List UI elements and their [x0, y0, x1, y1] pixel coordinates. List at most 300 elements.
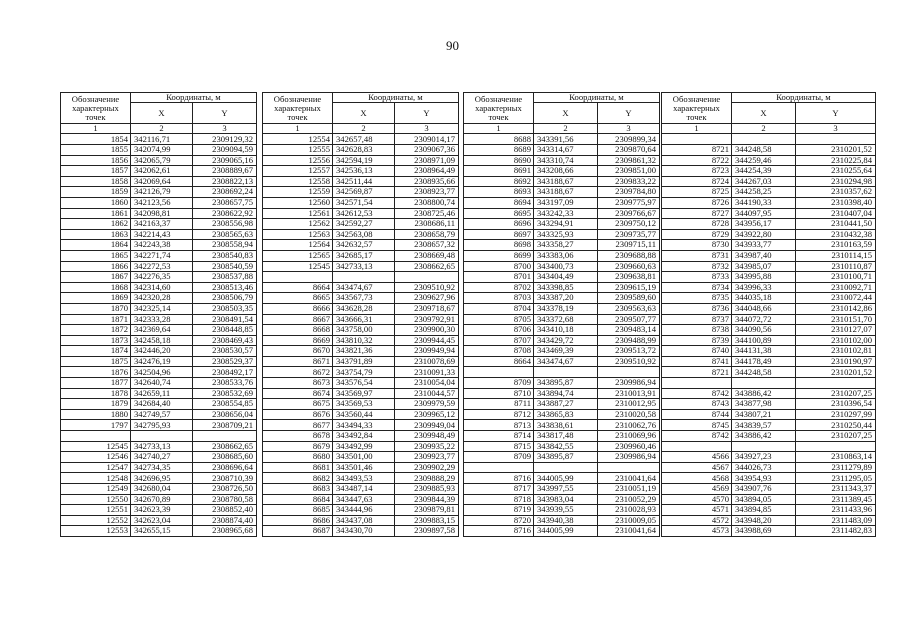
x-coordinate: 343576,54	[333, 378, 395, 389]
table-row	[662, 325, 876, 336]
x-coordinate: 342069,64	[131, 176, 193, 187]
table-row	[263, 441, 459, 452]
x-coordinate: 343188,67	[534, 187, 598, 198]
point-id: 1859	[61, 187, 131, 198]
point-id: 8714	[464, 431, 534, 442]
y-coordinate: 2308558,94	[193, 240, 257, 251]
y-coordinate	[796, 378, 876, 389]
table-row	[263, 346, 459, 357]
x-coordinate: 344254,39	[732, 166, 796, 177]
table-row	[662, 166, 876, 177]
point-id: 8708	[464, 346, 534, 357]
point-id: 8693	[464, 187, 534, 198]
y-coordinate: 2310207,25	[796, 431, 876, 442]
point-id: 8723	[662, 166, 732, 177]
x-coordinate: 342325,14	[131, 303, 193, 314]
y-coordinate: 2310190,97	[796, 356, 876, 367]
point-id: 8696	[464, 219, 534, 230]
table-row	[662, 293, 876, 304]
x-coordinate: 342632,57	[333, 240, 395, 251]
point-id	[662, 378, 732, 389]
x-coordinate: 342592,27	[333, 219, 395, 230]
point-id: 8665	[263, 293, 333, 304]
y-coordinate: 2310441,50	[796, 219, 876, 230]
y-coordinate: 2311483,09	[796, 515, 876, 526]
y-coordinate: 2310294,98	[796, 176, 876, 187]
x-coordinate: 344035,18	[732, 293, 796, 304]
x-coordinate: 343987,40	[732, 250, 796, 261]
table-row	[263, 399, 459, 410]
point-id	[464, 367, 534, 378]
x-coordinate: 343493,53	[333, 473, 395, 484]
x-coordinate: 343821,36	[333, 346, 395, 357]
x-coordinate: 343933,77	[732, 240, 796, 251]
point-id: 8664	[464, 356, 534, 367]
point-id: 8736	[662, 303, 732, 314]
table-row	[263, 250, 459, 261]
point-id: 8674	[263, 388, 333, 399]
x-coordinate: 343877,98	[732, 399, 796, 410]
point-id: 12559	[263, 187, 333, 198]
point-id: 12557	[263, 166, 333, 177]
y-coordinate: 2308530,57	[193, 346, 257, 357]
table-row	[61, 325, 257, 336]
y-coordinate: 2310297,99	[796, 409, 876, 420]
y-coordinate: 2309979,59	[395, 399, 459, 410]
column-number: 3	[193, 124, 257, 134]
x-coordinate: 343894,85	[732, 505, 796, 516]
table-row	[464, 388, 660, 399]
table-row	[464, 356, 660, 367]
table-row	[662, 462, 876, 473]
x-coordinate: 344248,58	[732, 145, 796, 156]
coordinates-table-1	[60, 92, 257, 537]
column-number: 3	[796, 124, 876, 134]
column-number: 2	[333, 124, 395, 134]
table-row	[464, 494, 660, 505]
table-row	[662, 473, 876, 484]
table-row	[662, 250, 876, 261]
table-row	[61, 240, 257, 251]
x-coordinate: 342594,19	[333, 155, 395, 166]
point-id: 8722	[662, 155, 732, 166]
x-coordinate: 342740,27	[131, 452, 193, 463]
x-coordinate: 342640,74	[131, 378, 193, 389]
table-row	[263, 473, 459, 484]
table-row	[263, 219, 459, 230]
y-coordinate: 2308971,09	[395, 155, 459, 166]
x-coordinate	[534, 462, 598, 473]
table-row	[662, 431, 876, 442]
designation-header: Обозначение характерных точек	[263, 93, 333, 124]
x-coordinate: 343887,27	[534, 399, 598, 410]
table-row	[464, 367, 660, 378]
point-id: 1876	[61, 367, 131, 378]
table-row	[61, 166, 257, 177]
table-row	[61, 303, 257, 314]
y-coordinate: 2308448,85	[193, 325, 257, 336]
x-coordinate: 343956,17	[732, 219, 796, 230]
table-row	[662, 356, 876, 367]
point-id: 12545	[61, 441, 131, 452]
x-coordinate: 343838,61	[534, 420, 598, 431]
point-id: 1869	[61, 293, 131, 304]
x-coordinate: 343429,72	[534, 335, 598, 346]
y-coordinate: 2308540,59	[193, 261, 257, 272]
y-coordinate: 2309513,72	[598, 346, 660, 357]
point-id	[61, 431, 131, 442]
y-coordinate: 2310020,58	[598, 409, 660, 420]
x-coordinate: 343501,46	[333, 462, 395, 473]
point-id: 8711	[464, 399, 534, 410]
point-id: 1867	[61, 272, 131, 283]
table-row	[61, 261, 257, 272]
table-row	[263, 494, 459, 505]
x-coordinate: 342659,11	[131, 388, 193, 399]
y-coordinate: 2308537,88	[193, 272, 257, 283]
x-coordinate: 343487,14	[333, 484, 395, 495]
point-id: 8743	[662, 399, 732, 410]
y-coordinate: 2309986,94	[598, 452, 660, 463]
point-id: 1857	[61, 166, 131, 177]
x-coordinate: 343997,55	[534, 484, 598, 495]
point-id: 8697	[464, 229, 534, 240]
table-row	[464, 378, 660, 389]
x-coordinate: 343939,55	[534, 505, 598, 516]
y-coordinate: 2310163,59	[796, 240, 876, 251]
table-row	[662, 378, 876, 389]
table-row	[662, 346, 876, 357]
y-coordinate: 2310407,04	[796, 208, 876, 219]
y-coordinate: 2310142,86	[796, 303, 876, 314]
x-coordinate: 342065,79	[131, 155, 193, 166]
table-row	[464, 505, 660, 516]
y-coordinate: 2308492,17	[193, 367, 257, 378]
y-coordinate: 2308709,21	[193, 420, 257, 431]
table-row	[464, 484, 660, 495]
point-id: 8681	[263, 462, 333, 473]
point-id: 1866	[61, 261, 131, 272]
table-row	[61, 145, 257, 156]
x-coordinate	[732, 134, 796, 145]
y-coordinate: 2310091,33	[395, 367, 459, 378]
y-coordinate: 2310052,29	[598, 494, 660, 505]
y-coordinate: 2310078,69	[395, 356, 459, 367]
y-coordinate: 2310396,54	[796, 399, 876, 410]
table-row	[61, 293, 257, 304]
point-id: 1871	[61, 314, 131, 325]
x-coordinate: 343985,07	[732, 261, 796, 272]
point-id: 12560	[263, 197, 333, 208]
point-id: 4572	[662, 515, 732, 526]
x-coordinate	[732, 441, 796, 452]
table-row	[464, 208, 660, 219]
x-coordinate: 343398,85	[534, 282, 598, 293]
x-coordinate: 343400,73	[534, 261, 598, 272]
y-coordinate: 2309923,77	[395, 452, 459, 463]
y-coordinate: 2308658,79	[395, 229, 459, 240]
point-id: 8671	[263, 356, 333, 367]
table-row	[662, 197, 876, 208]
x-coordinate: 342511,44	[333, 176, 395, 187]
table-row	[662, 388, 876, 399]
coordinates-header: Координаты, м	[732, 93, 876, 103]
coordinates-header: Координаты, м	[131, 93, 257, 103]
table-row	[61, 176, 257, 187]
x-coordinate: 343501,00	[333, 452, 395, 463]
point-id: 8699	[464, 250, 534, 261]
x-coordinate: 343310,74	[534, 155, 598, 166]
table-row	[464, 155, 660, 166]
x-coordinate: 344131,38	[732, 346, 796, 357]
x-coordinate: 343494,33	[333, 420, 395, 431]
point-id: 8725	[662, 187, 732, 198]
table-row	[61, 441, 257, 452]
point-id: 12550	[61, 494, 131, 505]
column-number: 1	[464, 124, 534, 134]
y-coordinate: 2308965,68	[193, 526, 257, 537]
table-row	[263, 208, 459, 219]
point-id: 8668	[263, 325, 333, 336]
y-coordinate: 2309615,19	[598, 282, 660, 293]
x-coordinate: 343791,89	[333, 356, 395, 367]
table-row	[464, 282, 660, 293]
table-row	[662, 219, 876, 230]
x-coordinate: 343378,19	[534, 303, 598, 314]
x-coordinate: 343447,63	[333, 494, 395, 505]
x-coordinate: 343474,67	[333, 282, 395, 293]
x-coordinate	[534, 367, 598, 378]
table-row	[662, 526, 876, 537]
point-id: 8741	[662, 356, 732, 367]
x-coordinate: 343444,96	[333, 505, 395, 516]
y-coordinate: 2309715,11	[598, 240, 660, 251]
table-row	[263, 420, 459, 431]
x-coordinate: 342749,57	[131, 409, 193, 420]
point-id: 8709	[464, 452, 534, 463]
x-coordinate: 344178,49	[732, 356, 796, 367]
y-coordinate: 2309861,32	[598, 155, 660, 166]
table-row	[464, 473, 660, 484]
y-coordinate: 2308935,66	[395, 176, 459, 187]
y-coordinate: 2309510,92	[598, 356, 660, 367]
point-id: 12551	[61, 505, 131, 516]
table-row	[61, 420, 257, 431]
x-coordinate: 344005,99	[534, 526, 598, 537]
y-coordinate: 2309888,29	[395, 473, 459, 484]
table-row	[263, 166, 459, 177]
y-coordinate: 2308532,69	[193, 388, 257, 399]
point-id	[662, 134, 732, 145]
x-coordinate: 342163,37	[131, 219, 193, 230]
point-id: 8742	[662, 388, 732, 399]
x-coordinate: 343437,08	[333, 515, 395, 526]
table-row	[263, 176, 459, 187]
table-row	[662, 261, 876, 272]
x-coordinate: 343492,84	[333, 431, 395, 442]
table-row	[662, 176, 876, 187]
y-coordinate: 2308662,65	[193, 441, 257, 452]
y-coordinate: 2310357,62	[796, 187, 876, 198]
point-id: 8740	[662, 346, 732, 357]
column-number: 3	[395, 124, 459, 134]
point-id: 1868	[61, 282, 131, 293]
point-id: 8739	[662, 335, 732, 346]
x-coordinate: 342458,18	[131, 335, 193, 346]
point-id: 8687	[263, 526, 333, 537]
point-id: 4569	[662, 484, 732, 495]
point-id: 4573	[662, 526, 732, 537]
y-coordinate: 2310201,52	[796, 145, 876, 156]
point-id: 8735	[662, 293, 732, 304]
point-id: 8677	[263, 420, 333, 431]
y-coordinate	[598, 462, 660, 473]
table-row	[662, 484, 876, 495]
y-coordinate: 2309735,77	[598, 229, 660, 240]
table-row	[464, 431, 660, 442]
table-row	[61, 229, 257, 240]
y-coordinate: 2309833,22	[598, 176, 660, 187]
table-row	[61, 473, 257, 484]
y-coordinate: 2310110,87	[796, 261, 876, 272]
point-id: 8695	[464, 208, 534, 219]
table-row	[662, 505, 876, 516]
table-row	[263, 240, 459, 251]
point-id: 8667	[263, 314, 333, 325]
y-coordinate: 2309949,04	[395, 420, 459, 431]
y-coordinate: 2308800,74	[395, 197, 459, 208]
point-id: 4566	[662, 452, 732, 463]
y-coordinate: 2308622,92	[193, 208, 257, 219]
table-row	[263, 134, 459, 145]
point-id: 8734	[662, 282, 732, 293]
point-id: 4567	[662, 462, 732, 473]
x-coordinate: 342126,79	[131, 187, 193, 198]
table-row	[662, 452, 876, 463]
table-row	[263, 261, 459, 272]
table-row	[464, 515, 660, 526]
y-coordinate: 2310041,64	[598, 526, 660, 537]
x-coordinate: 343754,79	[333, 367, 395, 378]
point-id: 8720	[464, 515, 534, 526]
y-coordinate: 2308923,77	[395, 187, 459, 198]
x-coordinate: 342314,60	[131, 282, 193, 293]
point-id: 8690	[464, 155, 534, 166]
x-coordinate: 342062,61	[131, 166, 193, 177]
point-id: 8728	[662, 219, 732, 230]
point-id: 12554	[263, 134, 333, 145]
point-id: 8706	[464, 325, 534, 336]
table-row	[61, 197, 257, 208]
x-header: X	[131, 103, 193, 124]
x-coordinate: 343666,31	[333, 314, 395, 325]
y-coordinate: 2311433,96	[796, 505, 876, 516]
x-coordinate: 343474,67	[534, 356, 598, 367]
x-coordinate: 342563,08	[333, 229, 395, 240]
x-coordinate: 343560,44	[333, 409, 395, 420]
table-row	[263, 462, 459, 473]
table-row	[61, 356, 257, 367]
x-coordinate: 342696,95	[131, 473, 193, 484]
y-coordinate: 2309935,22	[395, 441, 459, 452]
y-coordinate: 2310398,40	[796, 197, 876, 208]
point-id: 12563	[263, 229, 333, 240]
table-row	[464, 346, 660, 357]
point-id: 8717	[464, 484, 534, 495]
table-row	[61, 187, 257, 198]
y-coordinate: 2309766,67	[598, 208, 660, 219]
table-row	[263, 515, 459, 526]
y-coordinate: 2310151,70	[796, 314, 876, 325]
point-id: 8733	[662, 272, 732, 283]
point-id: 8670	[263, 346, 333, 357]
x-coordinate: 344267,03	[732, 176, 796, 187]
table-row	[263, 187, 459, 198]
point-id: 8682	[263, 473, 333, 484]
y-coordinate: 2310013,91	[598, 388, 660, 399]
x-coordinate: 343197,09	[534, 197, 598, 208]
point-id: 12564	[263, 240, 333, 251]
point-id: 12546	[61, 452, 131, 463]
x-coordinate: 342276,35	[131, 272, 193, 283]
point-id: 1797	[61, 420, 131, 431]
x-coordinate: 344259,46	[732, 155, 796, 166]
table-row	[61, 505, 257, 516]
coordinates-table-4	[661, 92, 876, 537]
point-id: 8686	[263, 515, 333, 526]
point-id: 8672	[263, 367, 333, 378]
point-id: 8680	[263, 452, 333, 463]
point-id: 8698	[464, 240, 534, 251]
point-id: 12548	[61, 473, 131, 484]
point-id: 8688	[464, 134, 534, 145]
table-row	[662, 134, 876, 145]
point-id: 1862	[61, 219, 131, 230]
table-row	[464, 250, 660, 261]
y-coordinate: 2310250,44	[796, 420, 876, 431]
table-row	[464, 197, 660, 208]
y-coordinate: 2309792,91	[395, 314, 459, 325]
x-coordinate: 343886,42	[732, 388, 796, 399]
table-row	[263, 303, 459, 314]
y-coordinate: 2311343,37	[796, 484, 876, 495]
table-row	[662, 272, 876, 283]
table-row	[662, 229, 876, 240]
table-row	[464, 261, 660, 272]
table-row	[464, 134, 660, 145]
point-id: 8727	[662, 208, 732, 219]
x-coordinate: 343940,38	[534, 515, 598, 526]
y-coordinate: 2310072,44	[796, 293, 876, 304]
x-coordinate: 343839,57	[732, 420, 796, 431]
point-id: 1854	[61, 134, 131, 145]
x-coordinate: 342734,35	[131, 462, 193, 473]
y-coordinate: 2310432,38	[796, 229, 876, 240]
y-coordinate: 2308533,76	[193, 378, 257, 389]
x-coordinate	[131, 431, 193, 442]
table-row	[61, 314, 257, 325]
y-coordinate: 2310012,95	[598, 399, 660, 410]
x-header: X	[732, 103, 796, 124]
table-row	[263, 272, 459, 283]
column-number: 2	[732, 124, 796, 134]
point-id: 8691	[464, 166, 534, 177]
table-row	[263, 325, 459, 336]
y-coordinate: 2308685,60	[193, 452, 257, 463]
y-coordinate: 2308874,40	[193, 515, 257, 526]
table-row	[61, 155, 257, 166]
x-coordinate: 342670,89	[131, 494, 193, 505]
